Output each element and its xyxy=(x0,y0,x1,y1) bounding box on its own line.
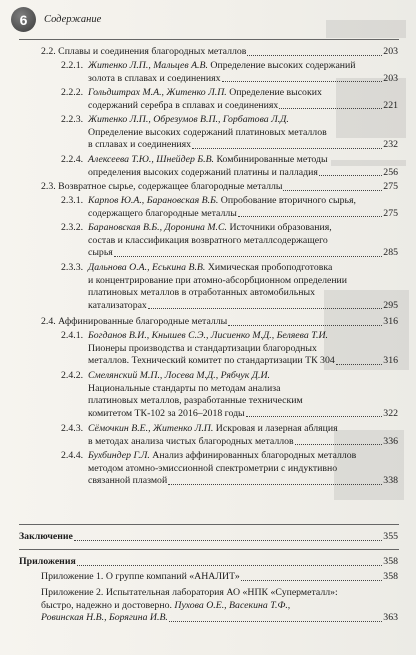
entry-page: 232 xyxy=(383,139,398,151)
entry-number: 2.2.4. xyxy=(61,154,84,165)
toc-entry-2-3-1[interactable] xyxy=(61,195,398,220)
entry-title-line: Химическая пробоподготовка xyxy=(207,262,333,273)
entry-page: 316 xyxy=(383,355,398,367)
toc-entry-2-2-2[interactable] xyxy=(61,87,398,112)
entry-title-line: в сплавах и соединениях xyxy=(88,139,192,151)
entry-authors: Богданов В.И., Кнышев С.Э., Лисиенко М.Д., Беляева Т.И. xyxy=(88,330,328,341)
entry-title-line: и концентрирование при атомно-абсорбционном определении xyxy=(88,274,348,286)
entry-title-line: содержащего благородные металлы xyxy=(88,207,237,219)
entry-title: Приложение 1. О группе компаний «АНАЛИТ» xyxy=(41,571,240,582)
entry-authors: Житенко Л.П., Мальцев А.В. xyxy=(88,60,208,71)
conclusion-rule-top xyxy=(19,524,399,525)
entry-authors: Дальнова О.А., Еськина В.В. xyxy=(88,262,206,273)
entry-title-line: Искровая и лазерная абляция xyxy=(215,423,338,434)
entry-number: 2.4.3. xyxy=(61,423,84,434)
entry-title-line: золота в сплавах и соединениях xyxy=(88,72,221,84)
entry-page: 221 xyxy=(383,99,398,111)
toc-entry-2-3[interactable] xyxy=(41,181,398,194)
entry-title-line: методом атомно-эмиссионной спектрометрии с индуктивно xyxy=(88,462,338,474)
entry-number: 2.4. xyxy=(41,316,56,327)
entry-authors: Ровинская Н.В., Борягина И.В. xyxy=(41,612,168,624)
entry-page: 256 xyxy=(383,166,398,178)
entry-page: 203 xyxy=(383,72,398,84)
entry-number: 2.4.2. xyxy=(61,370,84,381)
entry-title-line: Определение высоких xyxy=(229,87,322,98)
entry-title-line: Национальные стандарты по методам анализа xyxy=(88,382,281,394)
toc-entry-2-2-3[interactable] xyxy=(61,114,398,152)
entry-number: 2.2.1. xyxy=(61,60,84,71)
page-number-badge: 6 xyxy=(11,7,36,32)
entry-number: 2.2.2. xyxy=(61,87,84,98)
toc-entry-2-4-2[interactable] xyxy=(61,370,398,420)
entry-title-line: Комбинированные методы xyxy=(216,154,328,165)
entry-page: 316 xyxy=(383,316,398,327)
entry-title-line: состав и классификация возвратного металлсодержащего xyxy=(88,234,328,246)
toc-entry-2-4-4[interactable] xyxy=(61,450,398,488)
entry-page: 363 xyxy=(383,612,398,624)
entry-page: 322 xyxy=(383,407,398,419)
entry-title: Аффинированные благородные металлы xyxy=(58,316,228,327)
entry-title: Заключение xyxy=(19,531,73,542)
entry-page: 338 xyxy=(383,475,398,487)
entry-authors: Пухова О.Е., Васекина Т.Ф., xyxy=(174,599,291,611)
entry-number: 2.3.3. xyxy=(61,262,84,273)
entry-title-line: Опробование вторичного сырья, xyxy=(220,195,356,206)
entry-number: 2.3. xyxy=(41,181,56,192)
entry-title-line: Определение высоких содержаний xyxy=(210,60,356,71)
entry-authors: Смелянский М.П., Лосева М.Д., Рябчук Д.И. xyxy=(88,370,270,381)
entry-title-line: сырья xyxy=(88,247,113,259)
toc-entry-appendix-1[interactable] xyxy=(41,571,398,584)
toc-entry-2-2-1[interactable] xyxy=(61,60,398,85)
entry-authors: Житенко Л.П., Обрезумов В.П., Горбатова Л.Д. xyxy=(88,114,289,125)
entry-number: 2.4.4. xyxy=(61,450,84,461)
entry-title: Сплавы и соединения благородных металлов xyxy=(58,46,247,57)
entry-title-line: Определение высоких содержаний платиновых металлов xyxy=(88,126,327,138)
entry-authors: Гольдштрах М.А., Житенко Л.П. xyxy=(88,87,227,98)
toc-entry-conclusion[interactable] xyxy=(19,531,398,544)
entry-title-line: определения высоких содержаний платины и палладия xyxy=(88,166,318,178)
entry-title-line: Источники образования, xyxy=(229,222,332,233)
page-header xyxy=(0,4,416,36)
entry-title-line: платиновых металлов в отработанных автомобильных xyxy=(88,287,315,299)
entry-page: 355 xyxy=(383,531,398,542)
entry-number: 2.2. xyxy=(41,46,56,57)
entry-title-line: Анализ аффинированных благородных металлов xyxy=(152,450,357,461)
entry-page: 336 xyxy=(383,435,398,447)
toc-entry-2-2-4[interactable] xyxy=(61,154,398,179)
entry-page: 358 xyxy=(383,571,398,582)
entry-title-line: в методах анализа чистых благородных металлов xyxy=(88,435,294,447)
toc-entry-2-2[interactable] xyxy=(41,46,398,59)
conclusion-rule-bottom xyxy=(19,549,399,550)
toc-entry-2-4[interactable] xyxy=(41,316,398,329)
entry-title-line: Пионеры производства и стандартизации благородных xyxy=(88,342,317,354)
entry-title-line: комитетом ТК-102 за 2016–2018 годы xyxy=(88,407,245,419)
entry-page: 275 xyxy=(383,181,398,192)
entry-authors: Алексеева Т.Ю., Шнейдер Б.В. xyxy=(88,154,215,165)
toc-entry-2-3-2[interactable] xyxy=(61,222,398,260)
toc-entry-2-4-1[interactable] xyxy=(61,330,398,368)
toc-entry-appendices[interactable] xyxy=(19,556,398,569)
header-rule xyxy=(19,39,399,40)
entry-authors: Сёмочкин В.Е., Житенко Л.П. xyxy=(88,423,214,434)
entry-page: 203 xyxy=(383,46,398,57)
entry-title-line: катализаторах xyxy=(88,299,147,311)
toc-entry-appendix-2[interactable] xyxy=(41,587,398,625)
entry-title: Приложения xyxy=(19,556,76,567)
entry-authors: Бухбиндер Г.Л. xyxy=(88,450,150,461)
toc-entry-2-4-3[interactable] xyxy=(61,423,398,448)
entry-title-line: быстро, надежно и достоверно. xyxy=(41,599,172,611)
entry-title-line: Приложение 2. Испытательная лаборатория АО «НПК «Суперметалл»: xyxy=(41,587,338,598)
entry-number: 2.3.1. xyxy=(61,195,84,206)
entry-title: Возвратное сырье, содержащее благородные металлы xyxy=(58,181,283,192)
entry-number: 2.2.3. xyxy=(61,114,84,125)
toc-entry-2-3-3[interactable] xyxy=(61,262,398,312)
entry-page: 358 xyxy=(383,556,398,567)
entry-page: 285 xyxy=(383,247,398,259)
section-title: Содержание xyxy=(44,14,102,25)
entry-title-line: связанной плазмой xyxy=(88,475,168,487)
entry-authors: Барановская В.Б., Доронина М.С. xyxy=(88,222,227,233)
entry-number: 2.4.1. xyxy=(61,330,84,341)
entry-page: 275 xyxy=(383,207,398,219)
entry-authors: Карпов Ю.А., Барановская В.Б. xyxy=(88,195,219,206)
entry-title-line: платиновых металлов, разработанные техническим xyxy=(88,395,303,407)
entry-title-line: содержаний серебра в сплавах и соединениях xyxy=(88,99,279,111)
entry-title-line: металлов. Технический комитет по стандартизации ТК 304 xyxy=(88,355,335,367)
entry-number: 2.3.2. xyxy=(61,222,84,233)
entry-page: 295 xyxy=(383,299,398,311)
